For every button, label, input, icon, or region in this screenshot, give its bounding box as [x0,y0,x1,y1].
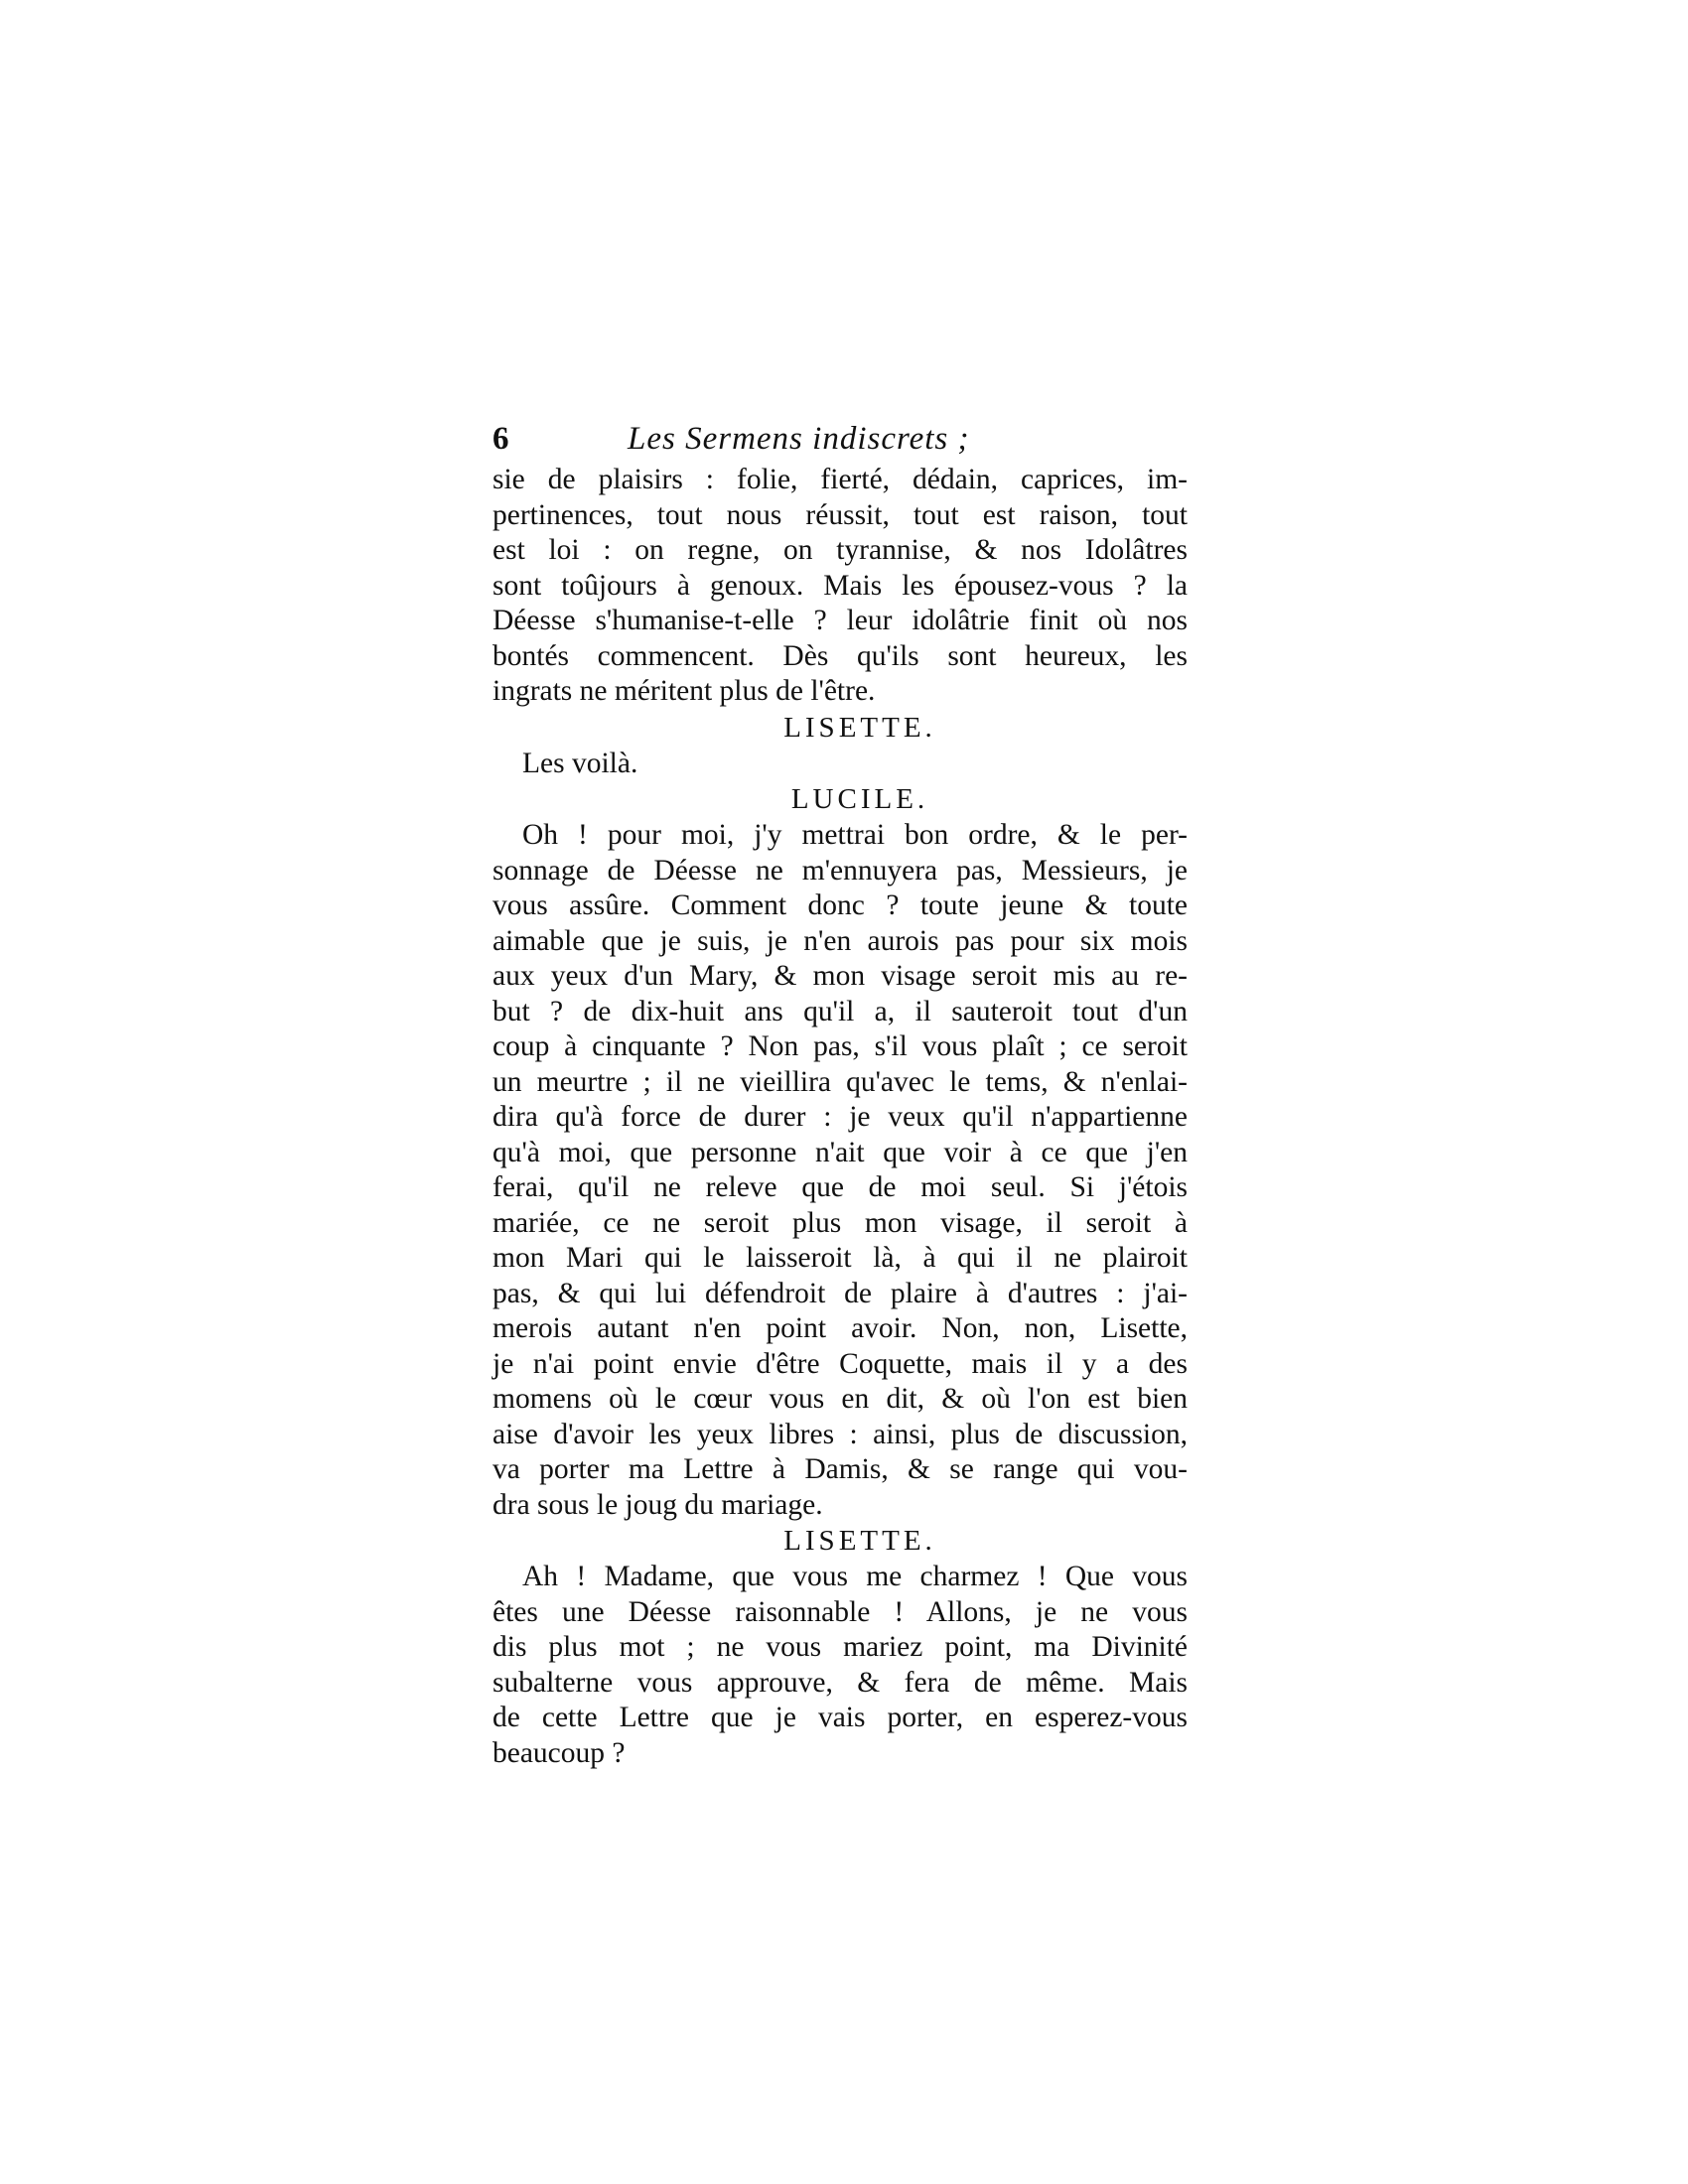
text-line: sont toûjours à genoux. Mais les épousez-vous ? la [492,569,1188,602]
text-line: Ah ! Madame, que vous me charmez ! Que vous [522,1561,1188,1592]
text-line: pas, & qui lui défendroit de plaire à d'autres : j'ai- [492,1277,1188,1309]
text-line: beaucoup ? [492,1736,626,1769]
text-line: but ? de dix-huit ans qu'il a, il sauteroit tout d'un [492,995,1188,1027]
text-body [492,463,1188,1771]
speaker-name: LISETTE. [783,711,936,744]
text-line: dra sous le joug du mariage. [492,1488,823,1521]
text-line: dis plus mot ; ne vous mariez point, ma Divinité [492,1631,1188,1663]
text-line: ingrats ne méritent plus de l'être. [492,675,876,707]
text-line: pertinences, tout nous réussit, tout est raison, tout [492,498,1188,531]
text-line: aimable que je suis, je n'en aurois pas pour six mois [492,924,1188,957]
text-line: bontés commencent. Dès qu'ils sont heureux, les [492,639,1188,672]
speaker-name: LISETTE. [783,1525,936,1557]
page-number: 6 [492,421,509,457]
page-header [492,415,1188,463]
text-line: aux yeux d'un Mary, & mon visage seroit mis au re- [492,960,1188,992]
speech [492,1523,1188,1771]
text-line: de cette Lettre que je vais porter, en esperez-vous [492,1702,1188,1733]
text-line: je n'ai point envie d'être Coquette, mais il y a des [492,1347,1188,1380]
text-line: subalterne vous approuve, & fera de même. Mais [492,1666,1188,1699]
text-line: mon Mari qui le laisseroit là, à qui il ne plairoit [492,1242,1188,1274]
text-line: dira qu'à force de durer : je veux qu'il n'appartienne [492,1101,1188,1133]
text-line: mariée, ce ne seroit plus mon visage, il seroit à [492,1206,1188,1239]
speech [492,710,1188,782]
text-line: Déesse s'humanise-t-elle ? leur idolâtrie finit où nos [492,605,1188,636]
text-line: merois autant n'en point avoir. Non, non, Lisette, [492,1312,1188,1344]
text-line: coup à cinquante ? Non pas, s'il vous plaît ; ce seroit [492,1030,1188,1062]
text-line: aise d'avoir les yeux libres : ainsi, plus de discussion, [492,1418,1188,1450]
text-line: sonnage de Déesse ne m'ennuyera pas, Messieurs, je [492,854,1188,887]
running-title: Les Sermens indiscrets ; [628,421,970,457]
book-page [492,415,1188,1771]
text-line: qu'à moi, que personne n'ait que voir à ce que j'en [492,1136,1188,1168]
speaker-name: LUCILE. [790,783,929,815]
text-line: ferai, qu'il ne releve que de moi seul. Si j'étois [492,1171,1188,1203]
text-line: vous assûre. Comment donc ? toute jeune & toute [492,889,1188,921]
speech [492,463,1188,710]
text-line: est loi : on regne, on tyrannise, & nos Idolâtres [492,534,1188,566]
text-line: Oh ! pour moi, j'y mettrai bon ordre, & le per- [522,819,1188,851]
text-line: un meurtre ; il ne vieillira qu'avec le tems, & n'enlai- [492,1065,1188,1098]
text-line: sie de plaisirs : folie, fierté, dédain, caprices, im- [492,464,1188,495]
text-line: êtes une Déesse raisonnable ! Allons, je ne vous [492,1595,1188,1628]
text-line: momens où le cœur vous en dit, & où l'on est bien [492,1383,1188,1415]
text-line: va porter ma Lettre à Damis, & se range qui vou- [492,1453,1188,1485]
text-line: Les voilà. [522,747,638,779]
speech [492,781,1188,1523]
